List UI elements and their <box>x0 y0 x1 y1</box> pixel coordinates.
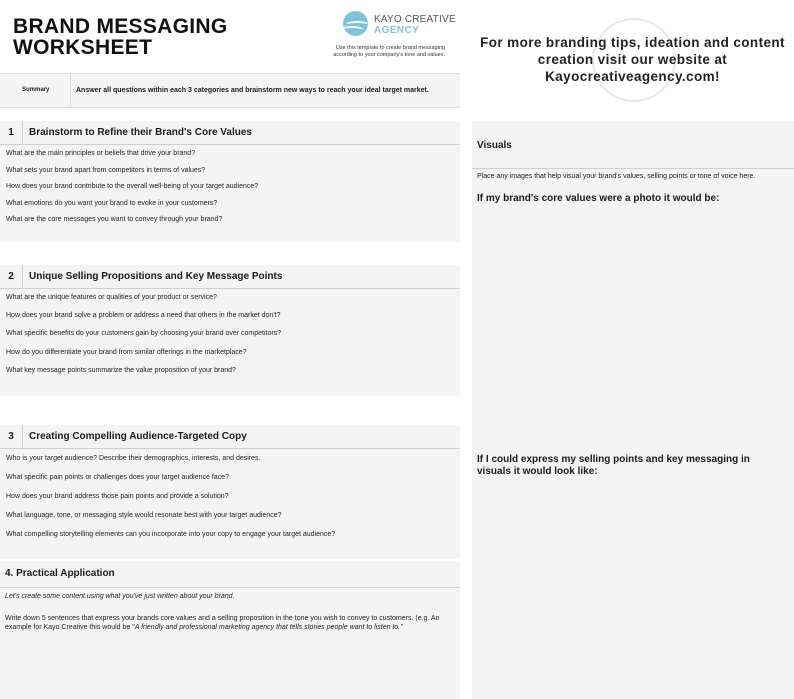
instruction-text: Write down 5 sentences that express your brands core values and a selling proposition in the tone you wish to convey to customers. (e.g. An example for Kayo Creative this would be " <box>5 615 440 631</box>
page-title <box>13 16 228 58</box>
section-title: Brainstorm to Refine their Brand's Core Values <box>29 127 252 138</box>
summary-label: Summary <box>22 87 50 93</box>
summary-text: Answer all questions within each 3 categories and brainstorm new ways to reach your ideal target market. <box>76 87 429 94</box>
question: What specific benefits do your customers gain by choosing your brand over competitors? <box>6 330 282 337</box>
question: What emotions do you want your brand to evoke in your customers? <box>6 200 218 207</box>
section-number: 1 <box>0 121 23 145</box>
tagline: Use this template to create brand messaging according to your company's tone and values. <box>333 45 445 58</box>
visuals-description: Place any images that help visual your brand's values, selling points or tone of voice here. <box>477 173 756 180</box>
section-header <box>0 121 460 145</box>
visuals-title: Visuals <box>477 140 512 151</box>
visuals-panel <box>472 121 794 699</box>
section-title: 4. Practical Application <box>5 568 115 579</box>
section-number: 3 <box>0 425 23 449</box>
question: What key message points summarize the value proposition of your brand? <box>6 367 236 374</box>
question: What are the main principles or beliefs that drive your brand? <box>6 150 196 157</box>
section-number: 2 <box>0 265 23 289</box>
practical-intro: Let's create some content using what you've just written about your brand. <box>5 593 235 600</box>
visuals-prompt-selling-points: If I could express my selling points and key messaging in visuals it would look like: <box>477 454 750 477</box>
promo-text: For more branding tips, ideation and content creation visit our website at Kayocreativeagency.com! <box>480 35 785 84</box>
question: What specific pain points or challenges does your target audience face? <box>6 474 229 481</box>
summary-divider <box>70 74 71 107</box>
section-practical-application <box>0 561 460 699</box>
title-line-1: BRAND MESSAGING <box>13 15 228 38</box>
brand-logo <box>343 11 456 41</box>
visuals-prompt-core-values: If my brand's core values were a photo it would be: <box>477 193 720 204</box>
section-title: Unique Selling Propositions and Key Message Points <box>29 271 283 282</box>
logo-wave-icon <box>343 11 368 36</box>
instruction-example: A friendly and professional marketing agency that tells stories people want to listen to." <box>134 624 403 631</box>
question: What compelling storytelling elements can you incorporate into your copy to engage your target audience? <box>6 531 336 538</box>
question: What are the core messages you want to convey through your brand? <box>6 216 223 223</box>
visuals-divider <box>472 168 794 169</box>
question: What are the unique features or qualities of your product or service? <box>6 294 217 301</box>
section-divider <box>0 587 460 588</box>
question: How does your brand address those pain points and provide a solution? <box>6 493 229 500</box>
logo-text-line-1: KAYO CREATIVE <box>374 14 456 25</box>
question: How do you differentiate your brand from similar offerings in the marketplace? <box>6 349 247 356</box>
section-audience-copy <box>0 425 460 559</box>
question: Who is your target audience? Describe their demographics, interests, and desires. <box>6 455 261 462</box>
practical-instruction <box>5 614 455 632</box>
question: What sets your brand apart from competitors in terms of values? <box>6 167 206 174</box>
question: How does your brand contribute to the overall well-being of your target audience? <box>6 183 259 190</box>
question: How does your brand solve a problem or address a need that others in the market don't? <box>6 312 281 319</box>
section-header <box>0 425 460 449</box>
question: What language, tone, or messaging style would resonate best with your target audience? <box>6 512 282 519</box>
summary-bar <box>0 73 460 108</box>
section-core-values <box>0 121 460 241</box>
section-selling-propositions <box>0 265 460 396</box>
section-header <box>0 265 460 289</box>
logo-text-line-2: AGENCY <box>374 25 420 36</box>
title-line-2: WORKSHEET <box>13 36 153 59</box>
section-title: Creating Compelling Audience-Targeted Copy <box>29 431 247 442</box>
